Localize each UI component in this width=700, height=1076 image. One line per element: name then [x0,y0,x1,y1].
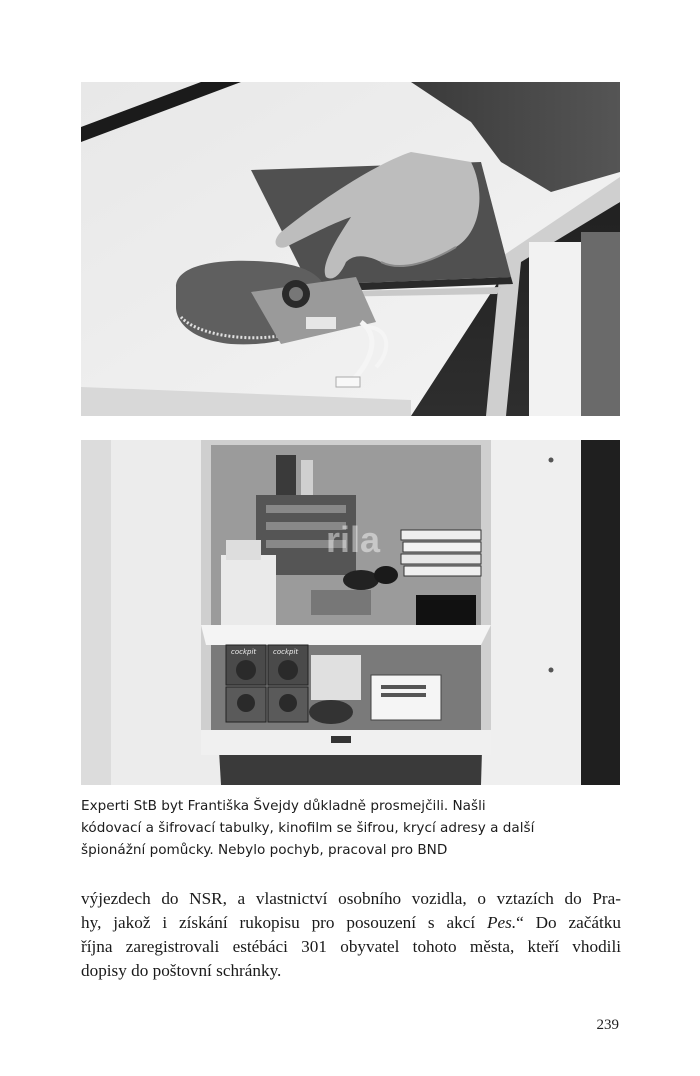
body-line-4: dopisy do poštovní schránky. [81,961,282,980]
photo-cabinet-image [81,440,620,785]
body-line-2-start: hy, jakož i získání rukopisu pro posouzení s akcí [81,913,487,932]
body-line-2 [81,911,621,935]
cockpit-label-2: cockpit [273,648,299,656]
body-line-3: října zaregistrovali estébáci 301 obyvatel tohoto města, kteří vhodili [81,937,621,956]
body-line-2-end: “ Do začátku [516,913,621,932]
photo-camera-image [81,82,620,416]
photo-caption [81,795,621,861]
page-number: 239 [596,1017,619,1033]
body-line-2-italic: Pes. [487,913,517,932]
watermark-text: rila [326,519,381,560]
cockpit-label-1: cockpit [231,648,257,656]
body-paragraph [81,887,621,983]
photo-open-cabinet [81,440,620,785]
photo-camera-on-table [81,82,620,416]
cabinet-shelf [201,625,491,645]
caption-line-1: Experti StB byt Františka Švejdy důkladně prosmejčili. Našli [81,798,486,814]
body-line-1: výjezdech do NSR, a vlastnictví osobního vozidla, o vztazích do Pra- [81,889,621,908]
caption-line-2: kódovací a šifrovací tabulky, kinofilm se šifrou, krycí adresy a další [81,820,535,836]
caption-line-3: špionážní pomůcky. Nebylo pochyb, pracoval pro BND [81,842,448,858]
